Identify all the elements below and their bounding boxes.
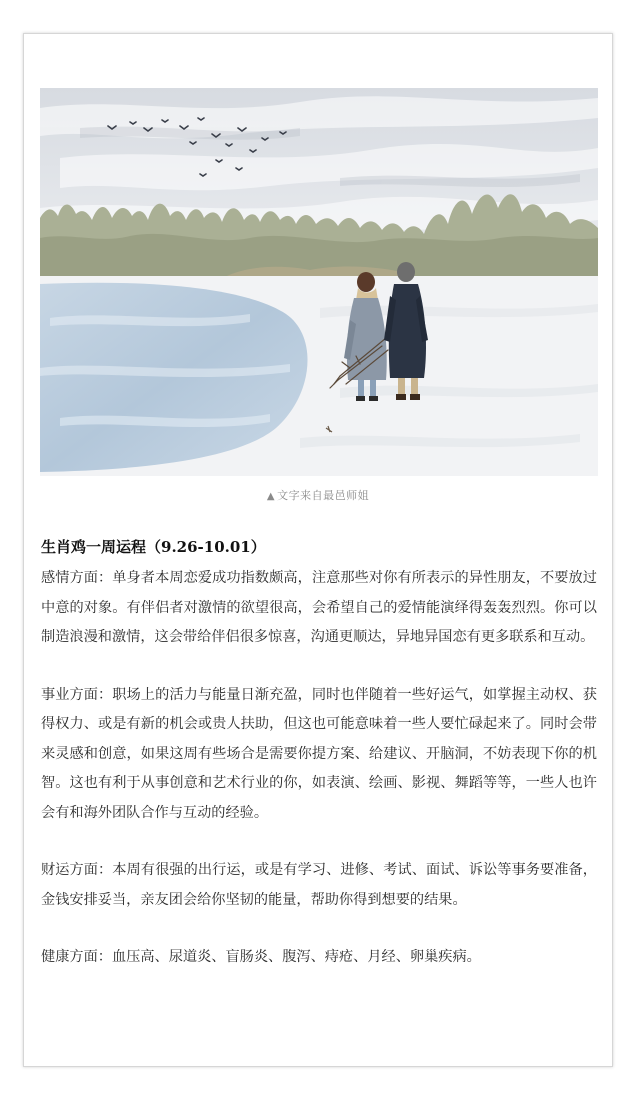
article-title: 生肖鸡一周运程（9.26-10.01） [41,538,266,556]
caption-text: 文字来自最邑师姐 [277,489,370,502]
paragraph-wealth: 财运方面：本周有很强的出行运，或是有学习、进修、考试、面试、诉讼等事务要准备，金钱安排妥当，亲友团会给你坚韧的能量，帮助你得到想要的结果。 [41,862,597,908]
caption-triangle-icon: ▲ [266,491,276,502]
paragraph-career: 事业方面：职场上的活力与能量日渐充盈，同时也伴随着一些好运气，如掌握主动权、获得权力、或是有新的机会或贵人扶助，但这也可能意味着一些人要忙碌起来了。同时会带来灵感和创意，如果这周有些场合是需要你提方案、给建议、开脑洞，不妨表现下你的机智。这也有利于从事创意和艺术行业的你，如表演、绘画、影视、舞蹈等等，一些人也许会有和海外团队合作与互动的经验。 [41,686,597,821]
winter-landscape-illustration [40,88,598,476]
paragraph-health: 健康方面：血压高、尿道炎、盲肠炎、腹泻、痔疮、月经、卵巢疾病。 [41,949,481,965]
article-card [23,33,613,1067]
article-body [41,534,597,973]
winter-landscape-couple-illustration [40,88,598,476]
paragraph-love: 感情方面：单身者本周恋爱成功指数颇高，注意那些对你有所表示的异性朋友，不要放过中意的对象。有伴侣者对激情的欲望很高，会希望自己的爱情能演绎得轰轰烈烈。你可以制造浪漫和激情，这会带给伴侣很多惊喜，沟通更顺达，异地异国恋有更多联系和互动。 [41,570,597,645]
image-caption [24,487,612,503]
